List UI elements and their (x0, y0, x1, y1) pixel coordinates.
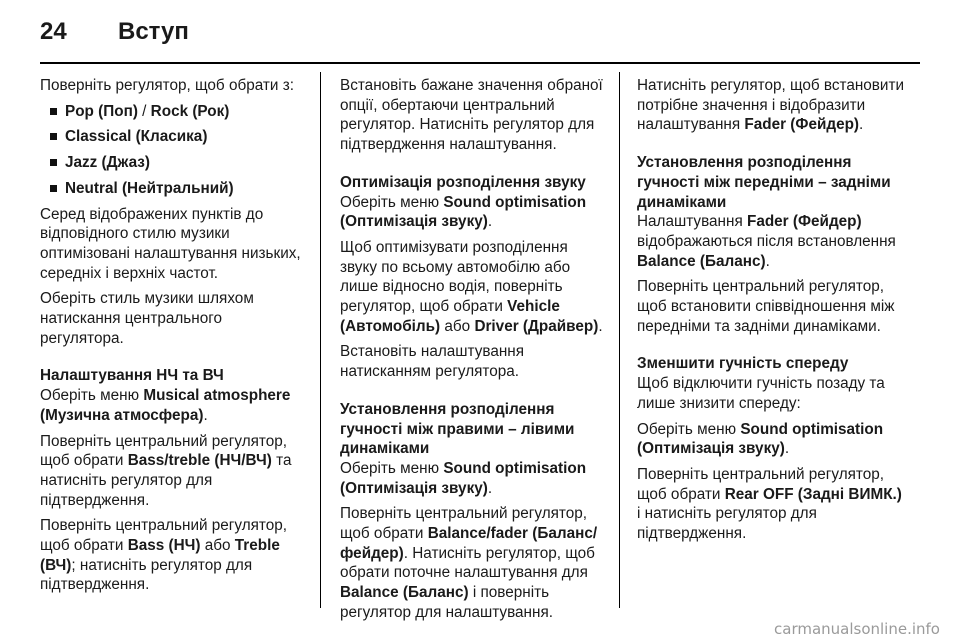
bullet-square-icon (50, 133, 57, 140)
section-heading: Установлення розподілення гучності між правими – лівими динаміками (340, 400, 575, 458)
watermark: carmanualsonline.info (774, 620, 940, 638)
paragraph: Щоб оптимізувати розподілення звуку по всьому автомобілю або лише відносно водія, поверніть регулятор, щоб обрати Vehicle (Автомобіль) або Driver (Драйвер). (340, 238, 603, 335)
paragraph: Поверніть центральний регулятор, щоб обрати Balance/fader (Баланс/фейдер). Натисніть регулятор, щоб обрати поточне налаштування для Balance (Баланс) і поверніть регулятор для налаштування. (340, 505, 598, 621)
paragraph: Натисніть регулятор, щоб встановити потрібне значення і відобразити налаштування Fader (Фейдер). (637, 77, 905, 134)
paragraph: Поверніть центральний регулятор, щоб обрати Bass (НЧ) або Treble (ВЧ); натисніть регулятор для підтвердження. (40, 517, 288, 594)
list-item: Classical (Класика) (40, 127, 308, 147)
list-item: Jazz (Джаз) (40, 153, 308, 173)
paragraph: Щоб відключити гучність позаду та лише знизити спереду: (637, 375, 885, 412)
page-number: 24 (40, 18, 67, 45)
chapter-title: Вступ (118, 18, 189, 45)
list-item: Neutral (Нейтральний) (40, 179, 308, 199)
paragraph: Оберіть меню Sound optimisation (Оптимізація звуку). (340, 193, 587, 231)
paragraph: Встановіть налаштування натисканням регулятора. (340, 343, 525, 381)
paragraph: Поверніть центральний регулятор, щоб обрати Rear OFF (Задні ВИМК.) і натисніть регулятор для підтвердження. (637, 465, 902, 543)
paragraph: Оберіть меню Sound optimisation (Оптимізація звуку). (340, 459, 587, 497)
paragraph: Налаштування Fader (Фейдер) відображаються після встановлення Balance (Баланс). (637, 213, 896, 270)
bullet-square-icon (50, 108, 57, 115)
paragraph: Встановіть бажане значення обраної опції, обертаючи центральний регулятор. Натисніть регулятор для підтвердження налаштування. (340, 77, 603, 154)
section-heading: Налаштування НЧ та ВЧ (40, 367, 224, 385)
column-3 (637, 76, 907, 550)
page-header (40, 18, 189, 58)
style-list (40, 102, 308, 199)
section-heading: Установлення розподілення гучності між передніми – задніми динаміками (637, 154, 891, 211)
section-heading: Оптимізація розподілення звуку (340, 173, 586, 191)
section-heading: Зменшити гучність спереду (637, 355, 849, 373)
list-item: Pop (Поп) / Rock (Рок) (40, 102, 308, 122)
header-divider (40, 62, 920, 64)
column-divider-1 (320, 72, 321, 608)
paragraph: Серед відображених пунктів до відповідного стилю музики оптимізовані налаштування низьких, середніх і верхніх частот. (40, 205, 301, 282)
intro-text: Поверніть регулятор, щоб обрати з: (40, 77, 294, 94)
paragraph: Поверніть центральний регулятор, щоб обрати Bass/treble (НЧ/ВЧ) та натисніть регулятор для підтвердження. (40, 432, 292, 509)
bullet-square-icon (50, 159, 57, 166)
paragraph: Оберіть меню Sound optimisation (Оптимізація звуку). (637, 420, 884, 458)
bullet-square-icon (50, 185, 57, 192)
paragraph: Поверніть центральний регулятор, щоб встановити співвідношення між передніми та задніми динаміками. (637, 278, 895, 335)
column-1 (40, 76, 308, 601)
paragraph: Оберіть меню Musical atmosphere (Музична атмосфера). (40, 387, 291, 424)
column-divider-2 (619, 72, 620, 608)
paragraph: Оберіть стиль музики шляхом натискання центрального регулятора. (40, 290, 254, 347)
column-2 (340, 76, 604, 629)
